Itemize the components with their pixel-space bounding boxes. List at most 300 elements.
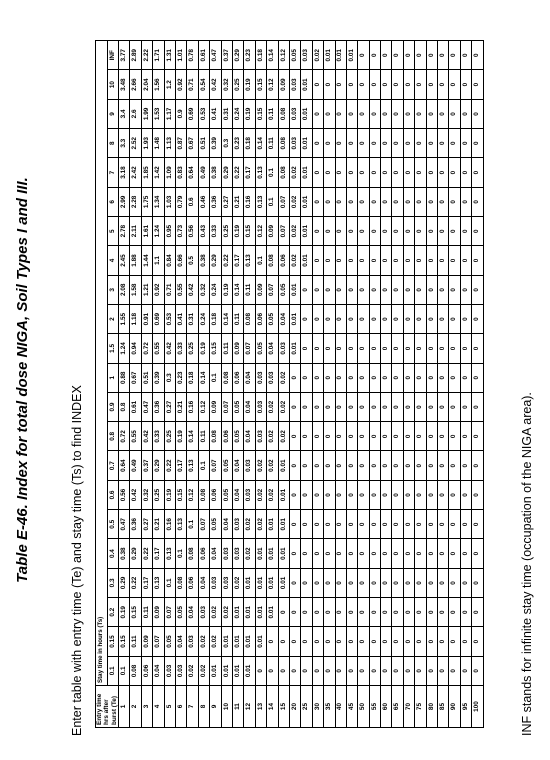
index-value-cell: 0 [426, 129, 437, 158]
index-value-cell: 0 [460, 275, 471, 304]
index-value-cell: 0.5 [187, 246, 198, 275]
index-value-cell: 0.03 [210, 568, 221, 597]
index-value-cell: 0.16 [164, 510, 175, 539]
index-value-cell: 0 [358, 422, 369, 451]
index-value-cell: 0.19 [164, 480, 175, 509]
index-value-cell: 0.04 [198, 568, 209, 597]
stay-time-column-header: 5 [107, 217, 119, 246]
index-value-cell: 0 [381, 41, 392, 70]
index-value-cell: 0.14 [187, 422, 198, 451]
index-value-cell: 0.07 [164, 598, 175, 627]
index-value-cell: 0.05 [289, 41, 300, 70]
index-value-cell: 0.08 [176, 568, 187, 597]
index-value-cell: 0.72 [119, 422, 130, 451]
index-value-cell: 0.29 [130, 539, 141, 568]
index-value-cell: 0 [346, 451, 357, 480]
index-value-cell: 0 [358, 392, 369, 421]
index-value-cell: 0.1 [119, 656, 130, 685]
index-value-cell: 0 [403, 70, 414, 99]
index-value-cell: 0.02 [255, 510, 266, 539]
index-value-cell: 0.67 [187, 129, 198, 158]
index-value-cell: 0 [289, 422, 300, 451]
index-value-cell: 0.69 [187, 99, 198, 128]
index-value-cell: 1.71 [153, 41, 164, 70]
index-value-cell: 0 [312, 539, 323, 568]
index-table [95, 40, 484, 728]
index-value-cell: 0 [403, 451, 414, 480]
index-value-cell: 0 [460, 598, 471, 627]
index-value-cell: 0 [472, 304, 483, 333]
index-value-cell: 0.61 [198, 41, 209, 70]
index-value-cell: 0.06 [221, 422, 232, 451]
index-value-cell: 1.44 [141, 246, 152, 275]
index-value-cell: 0 [324, 158, 335, 187]
index-value-cell: 0.42 [130, 480, 141, 509]
index-value-cell: 0 [346, 70, 357, 99]
footnote: INF stands for infinite stay time (occupation of the NIGA area). [520, 392, 534, 736]
index-value-cell: 0 [426, 451, 437, 480]
index-value-cell: 0.42 [141, 422, 152, 451]
index-value-cell: 0.38 [119, 539, 130, 568]
index-value-cell: 0 [449, 598, 460, 627]
table-row [187, 41, 198, 728]
index-value-cell: 0 [392, 451, 403, 480]
index-value-cell: 0 [403, 568, 414, 597]
index-value-cell: 0 [415, 217, 426, 246]
index-value-cell: 0.04 [176, 627, 187, 656]
index-value-cell: 0 [392, 656, 403, 685]
index-value-cell: 0 [369, 129, 380, 158]
index-value-cell: 0.53 [198, 99, 209, 128]
index-value-cell: 0 [335, 539, 346, 568]
index-value-cell: 1.24 [119, 334, 130, 363]
index-value-cell: 0 [324, 480, 335, 509]
index-value-cell: 0 [460, 392, 471, 421]
index-value-cell: 1.34 [153, 187, 164, 216]
index-value-cell: 0 [346, 627, 357, 656]
index-value-cell: 0 [324, 539, 335, 568]
index-value-cell: 0 [358, 304, 369, 333]
table-row [438, 41, 449, 728]
index-value-cell: 0 [312, 334, 323, 363]
index-value-cell: 0.25 [187, 334, 198, 363]
index-value-cell: 0.83 [176, 158, 187, 187]
stay-time-column-header: 6 [107, 187, 119, 216]
index-value-cell: 0 [449, 451, 460, 480]
index-value-cell: 0 [472, 217, 483, 246]
index-value-cell: 0.19 [232, 217, 243, 246]
stay-time-column-header: 1.5 [107, 334, 119, 363]
index-value-cell: 0 [415, 598, 426, 627]
index-value-cell: 0.3 [164, 363, 175, 392]
index-value-cell: 0 [289, 627, 300, 656]
index-value-cell: 0 [449, 158, 460, 187]
index-value-cell: 0 [289, 392, 300, 421]
index-value-cell: 0 [255, 656, 266, 685]
index-value-cell: 2.99 [119, 187, 130, 216]
index-value-cell: 0.25 [221, 217, 232, 246]
index-value-cell: 2.28 [130, 187, 141, 216]
stay-time-column-header: 8 [107, 129, 119, 158]
index-value-cell: 0 [324, 129, 335, 158]
index-value-cell: 0 [426, 480, 437, 509]
index-value-cell: 0.01 [255, 539, 266, 568]
index-value-cell: 0 [415, 392, 426, 421]
index-value-cell: 0.37 [221, 41, 232, 70]
index-value-cell: 0 [335, 158, 346, 187]
index-value-cell: 0 [438, 187, 449, 216]
index-value-cell: 0.11 [141, 598, 152, 627]
index-value-cell: 0.95 [164, 217, 175, 246]
index-value-cell: 0.49 [198, 158, 209, 187]
index-value-cell: 1.85 [141, 158, 152, 187]
index-value-cell: 0.78 [187, 41, 198, 70]
index-value-cell: 0 [312, 656, 323, 685]
index-value-cell: 2.52 [130, 129, 141, 158]
index-value-cell: 0 [312, 568, 323, 597]
index-value-cell: 0 [449, 41, 460, 70]
entry-time-cell: 100 [472, 686, 483, 728]
index-value-cell: 0 [289, 598, 300, 627]
index-value-cell: 0.06 [210, 480, 221, 509]
index-value-cell: 0 [381, 99, 392, 128]
index-value-cell: 0.03 [232, 539, 243, 568]
index-value-cell: 0 [449, 656, 460, 685]
index-value-cell: 0.6 [187, 187, 198, 216]
index-value-cell: 0 [392, 158, 403, 187]
index-value-cell: 0.15 [130, 598, 141, 627]
entry-time-cell: 80 [426, 686, 437, 728]
index-value-cell: 0 [392, 539, 403, 568]
entry-time-cell: 4 [153, 686, 164, 728]
index-value-cell: 0 [369, 510, 380, 539]
index-value-cell: 0 [346, 656, 357, 685]
entry-time-cell: 12 [244, 686, 255, 728]
index-value-cell: 0 [460, 129, 471, 158]
index-value-cell: 1.48 [153, 129, 164, 158]
index-value-cell: 0 [426, 392, 437, 421]
index-value-cell: 0.07 [244, 334, 255, 363]
index-value-cell: 0.08 [198, 480, 209, 509]
table-row [415, 41, 426, 728]
index-value-cell: 0 [392, 568, 403, 597]
index-value-cell: 0.02 [267, 392, 278, 421]
index-value-cell: 0.01 [289, 275, 300, 304]
index-value-cell: 0.13 [164, 539, 175, 568]
index-value-cell: 0.06 [255, 304, 266, 333]
index-value-cell: 0 [381, 451, 392, 480]
index-value-cell: 0.55 [153, 334, 164, 363]
index-value-cell: 0.04 [187, 598, 198, 627]
index-value-cell: 0 [358, 363, 369, 392]
index-value-cell: 0 [358, 99, 369, 128]
entry-time-cell: 9 [210, 686, 221, 728]
index-value-cell: 0.17 [232, 246, 243, 275]
index-value-cell: 0.02 [267, 480, 278, 509]
index-value-cell: 0 [301, 480, 312, 509]
index-value-cell: 0.03 [187, 627, 198, 656]
index-value-cell: 0.29 [119, 568, 130, 597]
index-value-cell: 0 [381, 422, 392, 451]
index-value-cell: 0.17 [141, 568, 152, 597]
index-value-cell: 0.54 [198, 70, 209, 99]
index-value-cell: 0 [324, 304, 335, 333]
instruction-text: Enter table with entry time (Te) and stay time (Ts) to find INDEX [70, 385, 84, 736]
index-value-cell: 0 [449, 363, 460, 392]
index-value-cell: 0.02 [187, 656, 198, 685]
table-row [153, 41, 164, 728]
table-row [164, 41, 175, 728]
index-value-cell: 0 [426, 187, 437, 216]
index-value-cell: 0.15 [255, 99, 266, 128]
index-value-cell: 1.53 [153, 99, 164, 128]
index-value-cell: 0.01 [289, 304, 300, 333]
stay-time-header: Stay time in hours (Ts) [96, 41, 108, 686]
index-value-cell: 0.03 [267, 363, 278, 392]
entry-time-cell: 7 [187, 686, 198, 728]
index-value-cell: 0.06 [187, 568, 198, 597]
entry-time-cell: 75 [415, 686, 426, 728]
index-value-cell: 0.64 [187, 158, 198, 187]
index-value-cell: 0 [381, 334, 392, 363]
table-row [278, 41, 289, 728]
index-value-cell: 0 [324, 627, 335, 656]
index-value-cell: 0 [301, 275, 312, 304]
index-value-cell: 0 [324, 510, 335, 539]
index-value-cell: 0.47 [141, 392, 152, 421]
index-value-cell: 0 [392, 129, 403, 158]
index-value-cell: 0 [392, 41, 403, 70]
index-value-cell: 0.08 [130, 656, 141, 685]
entry-time-cell: 50 [358, 686, 369, 728]
index-value-cell: 0 [335, 568, 346, 597]
index-value-cell: 0 [267, 656, 278, 685]
index-value-cell: 0 [415, 480, 426, 509]
index-value-cell: 0.11 [130, 627, 141, 656]
index-value-cell: 0 [426, 627, 437, 656]
index-value-cell: 0 [324, 217, 335, 246]
index-value-cell: 0.51 [141, 363, 152, 392]
index-value-cell: 0.01 [255, 598, 266, 627]
index-value-cell: 0 [335, 363, 346, 392]
index-value-cell: 0.01 [301, 158, 312, 187]
entry-time-cell: 60 [381, 686, 392, 728]
index-value-cell: 0 [472, 392, 483, 421]
index-value-cell: 0.02 [278, 422, 289, 451]
index-value-cell: 0 [438, 568, 449, 597]
index-value-cell: 0 [312, 451, 323, 480]
index-value-cell: 0 [289, 451, 300, 480]
index-value-cell: 0.04 [232, 480, 243, 509]
index-value-cell: 0.66 [176, 246, 187, 275]
index-value-cell: 0 [335, 246, 346, 275]
index-value-cell: 1.03 [164, 187, 175, 216]
index-value-cell: 0 [449, 246, 460, 275]
index-value-cell: 0 [403, 99, 414, 128]
entry-time-cell: 3 [141, 686, 152, 728]
index-value-cell: 0 [301, 598, 312, 627]
index-value-cell: 0.01 [278, 568, 289, 597]
index-value-cell: 0.01 [301, 246, 312, 275]
index-value-cell: 0.05 [176, 598, 187, 627]
index-value-cell: 0 [449, 627, 460, 656]
index-value-cell: 0 [312, 598, 323, 627]
index-value-cell: 0 [415, 187, 426, 216]
index-value-cell: 0 [381, 363, 392, 392]
index-value-cell: 1.88 [130, 246, 141, 275]
index-value-cell: 0 [312, 187, 323, 216]
index-value-cell: 0.12 [198, 392, 209, 421]
index-value-cell: 0 [324, 275, 335, 304]
index-value-cell: 0.03 [164, 656, 175, 685]
stay-time-column-header: 1 [107, 363, 119, 392]
index-value-cell: 0.02 [267, 451, 278, 480]
index-value-cell: 0.14 [255, 129, 266, 158]
index-value-cell: 0 [472, 158, 483, 187]
index-value-cell: 0 [369, 568, 380, 597]
index-value-cell: 0 [438, 334, 449, 363]
index-value-cell: 0 [369, 246, 380, 275]
index-value-cell: 0 [358, 158, 369, 187]
index-value-cell: 0 [324, 392, 335, 421]
index-value-cell: 0.02 [210, 627, 221, 656]
index-value-cell: 0.09 [232, 334, 243, 363]
index-value-cell: 1.17 [164, 99, 175, 128]
index-value-cell: 0.46 [198, 187, 209, 216]
index-value-cell: 0.03 [255, 363, 266, 392]
table-row [381, 41, 392, 728]
entry-time-cell: 30 [312, 686, 323, 728]
entry-time-cell: 15 [278, 686, 289, 728]
index-value-cell: 0 [472, 70, 483, 99]
entry-time-cell: 6 [176, 686, 187, 728]
table-row [449, 41, 460, 728]
entry-time-cell: 90 [449, 686, 460, 728]
index-value-cell: 2.08 [119, 275, 130, 304]
index-value-cell: 0 [381, 246, 392, 275]
index-value-cell: 0 [289, 480, 300, 509]
index-value-cell: 0 [324, 187, 335, 216]
index-value-cell: 0.92 [153, 275, 164, 304]
entry-time-cell: 20 [289, 686, 300, 728]
index-value-cell: 0 [324, 70, 335, 99]
index-value-cell: 0 [312, 422, 323, 451]
index-value-cell: 0 [438, 627, 449, 656]
index-value-cell: 0.84 [164, 246, 175, 275]
index-value-cell: 0.04 [232, 451, 243, 480]
index-value-cell: 0.01 [244, 568, 255, 597]
index-value-cell: 0 [301, 304, 312, 333]
index-value-cell: 0.01 [301, 187, 312, 216]
index-value-cell: 0 [392, 598, 403, 627]
index-value-cell: 0 [415, 129, 426, 158]
entry-time-cell: 2 [130, 686, 141, 728]
index-value-cell: 0.03 [176, 656, 187, 685]
index-value-cell: 0.42 [210, 70, 221, 99]
index-value-cell: 0 [335, 510, 346, 539]
index-value-cell: 0 [415, 539, 426, 568]
table-row [369, 41, 380, 728]
index-value-cell: 0.03 [232, 510, 243, 539]
index-value-cell: 0.04 [153, 656, 164, 685]
index-value-cell: 0.33 [210, 217, 221, 246]
index-value-cell: 0.37 [141, 451, 152, 480]
index-value-cell: 0.71 [164, 275, 175, 304]
index-value-cell: 0 [460, 627, 471, 656]
index-value-cell: 0.64 [119, 451, 130, 480]
entry-time-cell: 85 [438, 686, 449, 728]
index-value-cell: 0.53 [164, 304, 175, 333]
index-value-cell: 0.04 [267, 334, 278, 363]
index-value-cell: 0.03 [255, 392, 266, 421]
index-value-cell: 0 [369, 598, 380, 627]
index-value-cell: 0 [278, 598, 289, 627]
index-value-cell: 0 [460, 187, 471, 216]
index-value-cell: 0.07 [221, 392, 232, 421]
index-value-cell: 0 [403, 246, 414, 275]
index-value-cell: 0 [289, 539, 300, 568]
index-value-cell: 0.07 [153, 627, 164, 656]
index-value-cell: 0.94 [130, 334, 141, 363]
index-value-cell: 0.05 [232, 422, 243, 451]
index-value-cell: 0.69 [153, 304, 164, 333]
index-value-cell: 0 [472, 539, 483, 568]
index-value-cell: 0 [346, 158, 357, 187]
index-value-cell: 0 [460, 246, 471, 275]
index-value-cell: 0 [415, 510, 426, 539]
index-value-cell: 0 [335, 480, 346, 509]
index-value-cell: 0 [381, 129, 392, 158]
entry-time-cell: 45 [346, 686, 357, 728]
index-value-cell: 0 [358, 451, 369, 480]
index-value-cell: 0 [346, 334, 357, 363]
index-value-cell: 0.15 [176, 480, 187, 509]
index-value-cell: 0 [438, 275, 449, 304]
index-value-cell: 0.08 [187, 539, 198, 568]
index-value-cell: 0 [381, 70, 392, 99]
index-value-cell: 2.66 [130, 70, 141, 99]
index-value-cell: 0 [472, 334, 483, 363]
index-value-cell: 0.88 [119, 363, 130, 392]
index-value-cell: 1.1 [153, 246, 164, 275]
index-value-cell: 0 [324, 363, 335, 392]
index-value-cell: 0 [369, 304, 380, 333]
index-value-cell: 0.91 [141, 304, 152, 333]
index-value-cell: 0 [426, 275, 437, 304]
index-value-cell: 0 [426, 334, 437, 363]
index-value-cell: 0 [358, 187, 369, 216]
index-value-cell: 0 [335, 70, 346, 99]
index-value-cell: 0 [381, 480, 392, 509]
index-value-cell: 0 [335, 392, 346, 421]
index-value-cell: 0 [415, 246, 426, 275]
index-value-cell: 0 [472, 510, 483, 539]
index-value-cell: 0 [415, 334, 426, 363]
index-value-cell: 0 [415, 41, 426, 70]
index-value-cell: 0.03 [289, 99, 300, 128]
index-value-cell: 0.61 [130, 392, 141, 421]
index-value-cell: 0 [381, 656, 392, 685]
index-value-cell: 0 [415, 568, 426, 597]
index-value-cell: 0.02 [198, 656, 209, 685]
index-value-cell: 0.17 [153, 539, 164, 568]
index-value-cell: 0 [335, 99, 346, 128]
index-value-cell: 0.1 [267, 187, 278, 216]
index-value-cell: 2.78 [119, 217, 130, 246]
index-value-cell: 0.05 [221, 480, 232, 509]
index-value-cell: 0 [415, 627, 426, 656]
index-value-cell: 0.06 [198, 539, 209, 568]
